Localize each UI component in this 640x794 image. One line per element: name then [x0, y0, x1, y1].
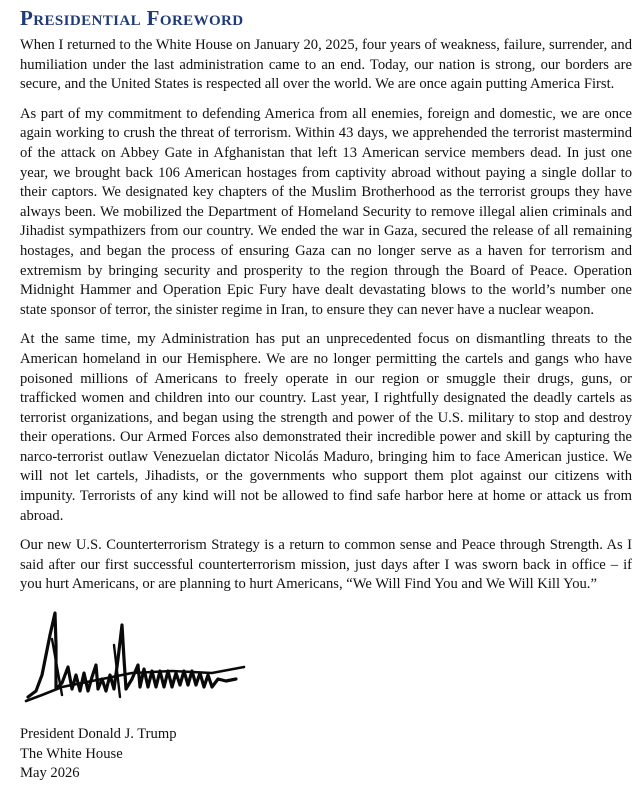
closing-date: May 2026: [20, 765, 80, 782]
closing-name: President Donald J. Trump: [20, 726, 177, 743]
closing-office: The White House: [20, 745, 123, 762]
paragraph-3: At the same time, my Administration has put an unprecedented focus on dismantling threats to the American homeland in our Hemisphere. We are no longer permitting the cartels and gangs who have poisoned millions of Americans to freely operate in our region or smuggle their drugs, guns, or trafficked women and children into our country. Last year, I rightfully designated the deadly cartels as terrorist organizations, and began using the strength and power of the U.S. military to stop and destroy their operations. Our Armed Forces also demonstrated their incredible power and skill by capturing the narco-terrorist outlaw Venezuelan dictator Nicolás Maduro, bringing him to face American justice. We will not let cartels, Jihadists, or the governments who support them plot against our citizens with impunity. Terrorists of any kind will not be allowed to find safe harbor here at home or attack us from abroad.: [20, 331, 632, 524]
paragraph-1: When I returned to the White House on January 20, 2025, four years of weakness, failure, surrender, and humiliation under the last administration came to an end. Today, our nation is strong, our borders are secure, and the United States is respected all over the world. We are once again putting America First.: [20, 37, 632, 93]
paragraph-4: Our new U.S. Counterterrorism Strategy is a return to common sense and Peace through Strength. As I said after our first successful counterterrorism mission, just days after I was sworn back in office – if you hurt Americans, or are planning to hurt Americans, “We Will Find You and We Will Kill You.”: [20, 537, 632, 593]
paragraph-2: As part of my commitment to defending America from all enemies, foreign and domestic, we are once again working to crush the threat of terrorism. Within 43 days, we apprehended the terrorist mastermind of the attack on Abbey Gate in Afghanistan that left 13 American service members dead. In just one year, we brought back 106 American hostages from captivity abroad without paying a single dollar to their captors. We designated key chapters of the Muslim Brotherhood as the terrorist groups they have always been. We mobilized the Department of Homeland Security to remove illegal alien criminals and Jihadist sympathizers from our country. We ended the war in Gaza, secured the release of all remaining hostages, and began the process of ensuring Gaza can no longer serve as a haven for terrorism and extremism by bringing security and prosperity to the region through the Board of Peace. Operation Midnight Hammer and Operation Epic Fury have dealt devastating blows to the world’s number one state sponsor of terror, the sinister regime in Iran, to ensure they can never have a nuclear weapon.: [20, 105, 632, 318]
signature-image: [22, 605, 252, 715]
closing-block: [20, 725, 632, 784]
page-title: Presidential Foreword: [20, 6, 244, 30]
